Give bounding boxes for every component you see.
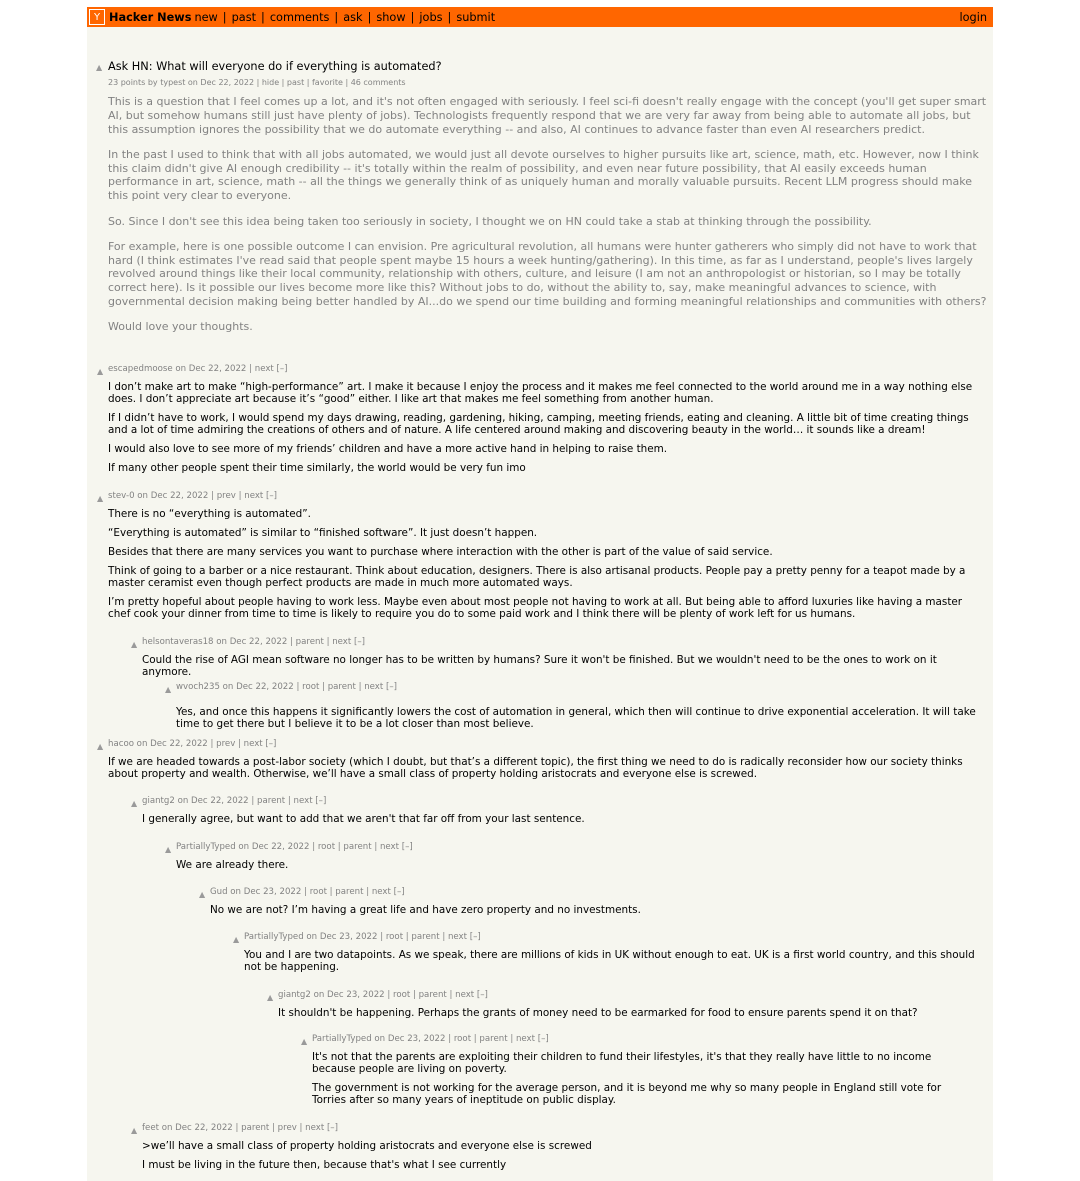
- upvote-arrow-icon[interactable]: ▲: [96, 63, 103, 72]
- comment-paragraph: I generally agree, but want to add that we aren't that far off from your last sentence.: [142, 813, 585, 825]
- comment-paragraph: There is no “everything is automated”.: [108, 508, 311, 520]
- comment-body: [176, 859, 987, 878]
- comment-paragraph: I would also love to see more of my friends’ children and have a more active hand in helping to raise them.: [108, 443, 668, 456]
- comment-body: [210, 904, 987, 923]
- comment-paragraph: The government is not working for the average person, and it is beyond me why so many people in England still vote for Torries after so many years of ineptitude on public display.: [312, 1082, 942, 1107]
- nav-separator: |: [261, 10, 265, 24]
- comment-body: [244, 949, 989, 980]
- comment-header[interactable]: PartiallyTyped on Dec 23, 2022 | root | parent | next [–]: [244, 932, 481, 942]
- upvote-arrow-icon[interactable]: ▲: [165, 685, 172, 694]
- comment-header[interactable]: wvoch235 on Dec 22, 2022 | root | parent | next [–]: [176, 682, 397, 692]
- comment-header[interactable]: giantg2 on Dec 23, 2022 | root | parent | next [–]: [278, 990, 488, 1000]
- story-title[interactable]: Ask HN: What will everyone do if everything is automated?: [108, 60, 442, 73]
- comment-header[interactable]: hacoo on Dec 22, 2022 | prev | next [–]: [108, 739, 277, 749]
- upvote-arrow-icon[interactable]: ▲: [131, 799, 138, 808]
- nav-separator: |: [367, 10, 372, 24]
- comment-paragraph: It shouldn't be happening. Perhaps the grants of money need to be earmarked for food to ensure parents spend it on that?: [278, 1007, 918, 1019]
- comment-paragraph: If we are headed towards a post-labor society (which I doubt, but that’s a different topic), the first thing we need to do is radically reconsider how our society thinks about property and wealth. Otherwise, we’ll have a small class of property holding aristocrats and everyone else is screwed.: [108, 756, 963, 781]
- story-paragraph: This is a question that I feel comes up a lot, and it's not often engaged with seriously. I feel sci-fi doesn't really engage with the concept (you'll get super smart AI, but somehow humans still just have plenty of jobs). Technologists frequently respond that we are very far away from being able to automate all jobs, but this assumption ignores the possibility that we do automate everything -- and also, AI continues to advance faster than even AI researchers predict.: [108, 95, 987, 136]
- story-subline: 23 points by typest on Dec 22, 2022 | hide | past | favorite | 46 comments: [108, 78, 406, 87]
- upvote-arrow-icon[interactable]: ▲: [199, 890, 206, 899]
- upvote-arrow-icon[interactable]: ▲: [233, 935, 240, 944]
- story-section: [87, 27, 993, 381]
- comment-body: [142, 1140, 987, 1178]
- upvote-arrow-icon[interactable]: ▲: [131, 1126, 138, 1135]
- comment-header[interactable]: Gud on Dec 23, 2022 | root | parent | next [–]: [210, 887, 405, 897]
- comment-paragraph: If I didn’t have to work, I would spend my days drawing, reading, gardening, hiking, camping, meeting friends, eating and cleaning. A little bit of time creating things and a lot of time admiring the creations of others and of nature. A life centered around making and discovering beauty in the world… it sounds like a dream!: [108, 412, 969, 437]
- login-link[interactable]: login: [959, 10, 987, 24]
- comment-body: [312, 1051, 977, 1113]
- story-paragraph: In the past I used to think that with all jobs automated, we would just all devote ourselves to higher pursuits like art, science, math, etc. However, now I think this claim didn't give AI enough credibility -- it's totally within the realm of possibility, and even near future possibility, that AI easily exceeds human performance in art, science, math -- all the things we generally think of as uniquely human and morally valuable pursuits. Recent LLM progress should make this point very clear to everyone.: [108, 147, 979, 203]
- comment-paragraph: I’m pretty hopeful about people having to work less. Maybe even about most people not having to work at all. But being able to afford luxuries like having a master chef cook your dinner from time to time is likely to require you do to some paid work and I think there will be plenty of work left for us humans.: [108, 596, 963, 621]
- upvote-arrow-icon[interactable]: ▲: [97, 494, 104, 503]
- comment-paragraph: >we’ll have a small class of property holding aristocrats and everyone else is screwed: [142, 1140, 592, 1152]
- comment-paragraph: I don’t make art to make “high-performance” art. I make it because I enjoy the process and it makes me feel connected to the world around me in a way nothing else does. I don’t appreciate art because it’s “good” either. I like art that makes me feel something from another human.: [108, 381, 973, 406]
- nav-separator: |: [410, 10, 415, 24]
- nav-separator: |: [334, 10, 339, 24]
- upvote-arrow-icon[interactable]: ▲: [97, 367, 104, 376]
- comment-header[interactable]: PartiallyTyped on Dec 23, 2022 | root | parent | next [–]: [312, 1034, 549, 1044]
- story-paragraph: Would love your thoughts.: [108, 320, 253, 334]
- comment-paragraph: I must be living in the future then, because that's what I see currently: [142, 1159, 507, 1171]
- comment-paragraph: No we are not? I’m having a great life and have zero property and no investments.: [210, 904, 641, 916]
- nav-new-link[interactable]: new: [194, 10, 218, 24]
- comment-paragraph: Besides that there are many services you want to purchase where interaction with the other is part of the value of said service.: [108, 546, 773, 558]
- story-paragraph: So. Since I don't see this idea being taken too seriously in society, I thought we on HN could take a stab at thinking through the possibility.: [108, 214, 872, 228]
- nav-past-link[interactable]: past: [231, 10, 257, 24]
- comment-paragraph: Could the rise of AGI mean software no longer has to be written by humans? Sure it won't be finished. But we wouldn't need to be the ones to work on it anymore.: [142, 654, 937, 679]
- comment-header[interactable]: helsontaveras18 on Dec 22, 2022 | parent | next [–]: [142, 637, 365, 647]
- nav-comments-link[interactable]: comments: [269, 10, 330, 24]
- comment-header[interactable]: feet on Dec 22, 2022 | parent | prev | next [–]: [142, 1123, 338, 1133]
- nav-ask-link[interactable]: ask: [343, 10, 363, 24]
- comment-body: [108, 508, 985, 627]
- comment-paragraph: Yes, and once this happens it significantly lowers the cost of automation in general, which then will continue to drive exponential acceleration. It will take time to get there but I believe it to be a lot closer than most believe.: [176, 706, 976, 731]
- upvote-arrow-icon[interactable]: ▲: [267, 993, 274, 1002]
- comment-paragraph: You and I are two datapoints. As we speak, there are millions of kids in UK without enough to eat. UK is a first world country, and this should not be happening.: [244, 949, 975, 974]
- nav-separator: |: [447, 10, 452, 24]
- hn-logo-icon[interactable]: Y: [89, 9, 105, 25]
- upvote-arrow-icon[interactable]: ▲: [131, 640, 138, 649]
- story-text: [108, 95, 988, 346]
- comment-header[interactable]: escapedmoose on Dec 22, 2022 | next [–]: [108, 364, 288, 374]
- comment-body: [278, 1007, 987, 1026]
- upvote-arrow-icon[interactable]: ▲: [301, 1037, 308, 1046]
- page-frame: [87, 7, 993, 1181]
- site-name-link[interactable]: Hacker News: [109, 10, 192, 24]
- comment-paragraph: If many other people spent their time similarly, the world would be very fun imo: [108, 462, 526, 475]
- nav-submit-link[interactable]: submit: [456, 10, 496, 24]
- comment-body: [142, 813, 987, 832]
- comment-paragraph: Think of going to a barber or a nice restaurant. Think about education, designers. There is also artisanal products. People pay a pretty penny for a teapot made by a master ceramist even though perfect products are made in much more automated ways.: [108, 565, 966, 590]
- comment-header[interactable]: PartiallyTyped on Dec 22, 2022 | root | parent | next [–]: [176, 842, 413, 852]
- comment-body: [108, 756, 985, 787]
- comment-paragraph: We are already there.: [176, 859, 289, 871]
- comment-paragraph: “Everything is automated” is similar to “finished software”. It just doesn’t happen.: [108, 527, 538, 539]
- nav-separator: |: [222, 10, 227, 24]
- comment-header[interactable]: stev-0 on Dec 22, 2022 | prev | next [–]: [108, 491, 278, 501]
- comment-body: [142, 654, 987, 685]
- comment-body: [176, 706, 989, 737]
- upvote-arrow-icon[interactable]: ▲: [165, 845, 172, 854]
- nav-jobs-link[interactable]: jobs: [419, 10, 443, 24]
- story-paragraph: For example, here is one possible outcome I can envision. Pre agricultural revolution, all humans were hunter gatherers who simply did not have to work that hard (I think estimates I've read said that people spent maybe 15 hours a week hunting/gathering). In this time, as far as I understand, people's lives largely revolved around things like their local community, relationship with others, culture, and leisure (I am not an anthropologist or historian, so I may be totally correct here). Is it possible our lives become more like this? Without jobs to do, without the ability to, say, make meaningful advances to science, with governmental decision making being better handled by AI...do we spend our time building and forming meaningful relationships and communities with others?: [108, 239, 987, 309]
- comment-paragraph: It's not that the parents are exploiting their children to fund their lifestyles, it's that they really have little to no income because people are living on poverty.: [312, 1051, 932, 1076]
- comment-body: [108, 381, 985, 481]
- comment-header[interactable]: giantg2 on Dec 22, 2022 | parent | next [–]: [142, 796, 327, 806]
- upvote-arrow-icon[interactable]: ▲: [97, 742, 104, 751]
- top-nav-bar: [87, 7, 993, 27]
- nav-show-link[interactable]: show: [376, 10, 406, 24]
